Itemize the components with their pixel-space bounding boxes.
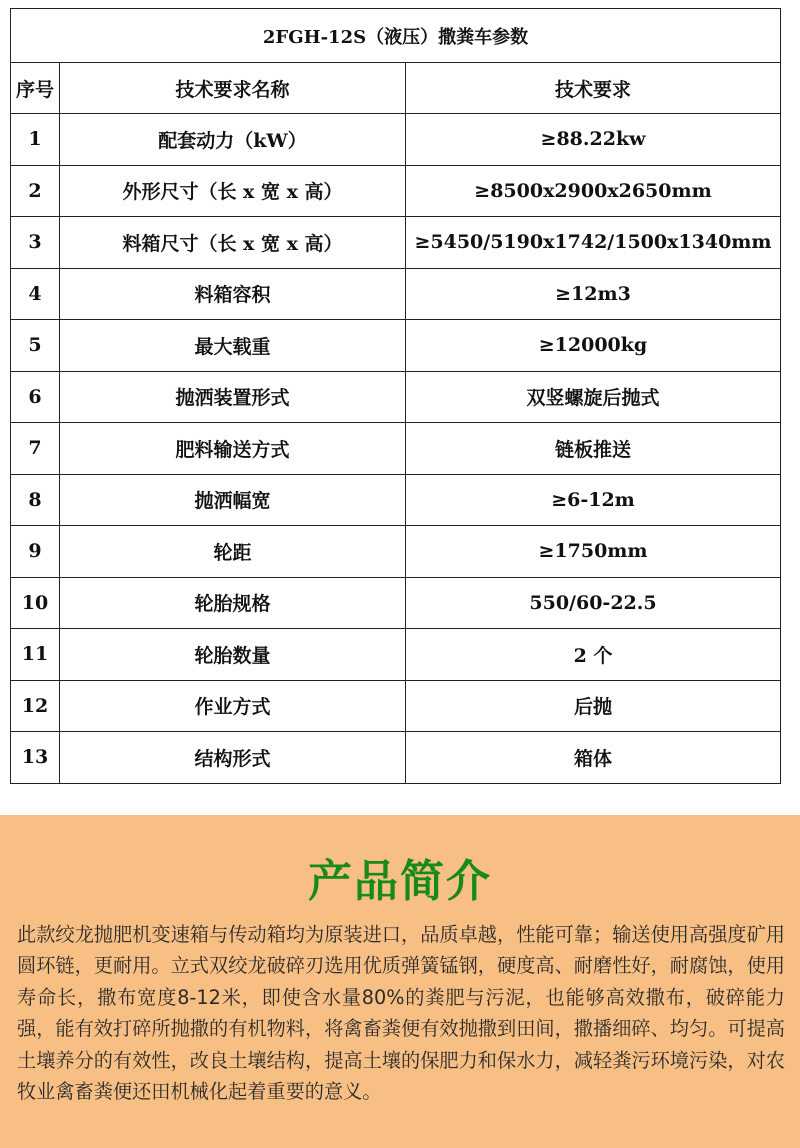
header-value: 技术要求 — [406, 63, 781, 114]
table-row — [11, 526, 781, 578]
intro-body: 此款绞龙抛肥机变速箱与传动箱均为原装进口，品质卓越，性能可靠；输送使用高强度矿用圆环链，更耐用。立式双绞龙破碎刃选用优质弹簧锰钢，硬度高、耐磨性好，耐腐蚀，使用寿命长，撒布宽度8-12米，即使含水量80%的粪肥与污泥，也能够高效撒布，破碎能力强，能有效打碎所抛撒的有机物料，将禽畜粪便有效抛撒到田间，撒播细碎、均匀。可提高土壤养分的有效性，改良土壤结构，提高土壤的保肥力和保水力，减轻粪污环境污染，对农牧业禽畜粪便还田机械化起着重要的意义。 — [17, 923, 785, 1104]
row-value: ≥12m3 — [406, 268, 781, 320]
row-value: ≥6-12m — [406, 474, 781, 526]
row-value: ≥12000kg — [406, 320, 781, 372]
row-name: 料箱尺寸（长 x 宽 x 高） — [60, 217, 406, 269]
row-value: 2 个 — [406, 629, 781, 681]
header-name: 技术要求名称 — [60, 63, 406, 114]
row-no: 1 — [11, 114, 60, 166]
table-row — [11, 474, 781, 526]
table-row — [11, 577, 781, 629]
row-no: 10 — [11, 577, 60, 629]
row-no: 5 — [11, 320, 60, 372]
table-title: 2FGH-12S（液压）撒粪车参数 — [11, 9, 781, 63]
parameter-table-wrapper — [10, 8, 780, 784]
row-name: 抛洒装置形式 — [60, 371, 406, 423]
row-no: 12 — [11, 680, 60, 732]
table-row — [11, 165, 781, 217]
row-no: 7 — [11, 423, 60, 475]
row-no: 4 — [11, 268, 60, 320]
row-name: 抛洒幅宽 — [60, 474, 406, 526]
row-no: 6 — [11, 371, 60, 423]
row-name: 结构形式 — [60, 732, 406, 784]
table-row — [11, 320, 781, 372]
row-no: 11 — [11, 629, 60, 681]
row-name: 配套动力（kW） — [60, 114, 406, 166]
table-title-row — [11, 9, 781, 63]
row-name: 肥料输送方式 — [60, 423, 406, 475]
row-name: 作业方式 — [60, 680, 406, 732]
row-value: 后抛 — [406, 680, 781, 732]
row-value: ≥8500x2900x2650mm — [406, 165, 781, 217]
table-row — [11, 680, 781, 732]
row-value: 550/60-22.5 — [406, 577, 781, 629]
row-value: ≥88.22kw — [406, 114, 781, 166]
table-row — [11, 629, 781, 681]
table-row — [11, 217, 781, 269]
row-value: 链板推送 — [406, 423, 781, 475]
table-row — [11, 732, 781, 784]
intro-title: 产品简介 — [308, 856, 492, 907]
header-no: 序号 — [11, 63, 60, 114]
row-no: 2 — [11, 165, 60, 217]
row-name: 外形尺寸（长 x 宽 x 高） — [60, 165, 406, 217]
row-no: 9 — [11, 526, 60, 578]
table-header-row — [11, 63, 781, 114]
table-row — [11, 423, 781, 475]
row-no: 3 — [11, 217, 60, 269]
row-no: 8 — [11, 474, 60, 526]
table-row — [11, 371, 781, 423]
row-name: 料箱容积 — [60, 268, 406, 320]
row-name: 轮胎数量 — [60, 629, 406, 681]
row-value: 箱体 — [406, 732, 781, 784]
row-name: 轮距 — [60, 526, 406, 578]
parameter-table — [10, 8, 781, 784]
table-row — [11, 268, 781, 320]
row-no: 13 — [11, 732, 60, 784]
product-intro-section — [0, 815, 800, 1148]
row-name: 轮胎规格 — [60, 577, 406, 629]
row-name: 最大载重 — [60, 320, 406, 372]
row-value: 双竖螺旋后抛式 — [406, 371, 781, 423]
row-value: ≥1750mm — [406, 526, 781, 578]
row-value: ≥5450/5190x1742/1500x1340mm — [406, 217, 781, 269]
table-row — [11, 114, 781, 166]
